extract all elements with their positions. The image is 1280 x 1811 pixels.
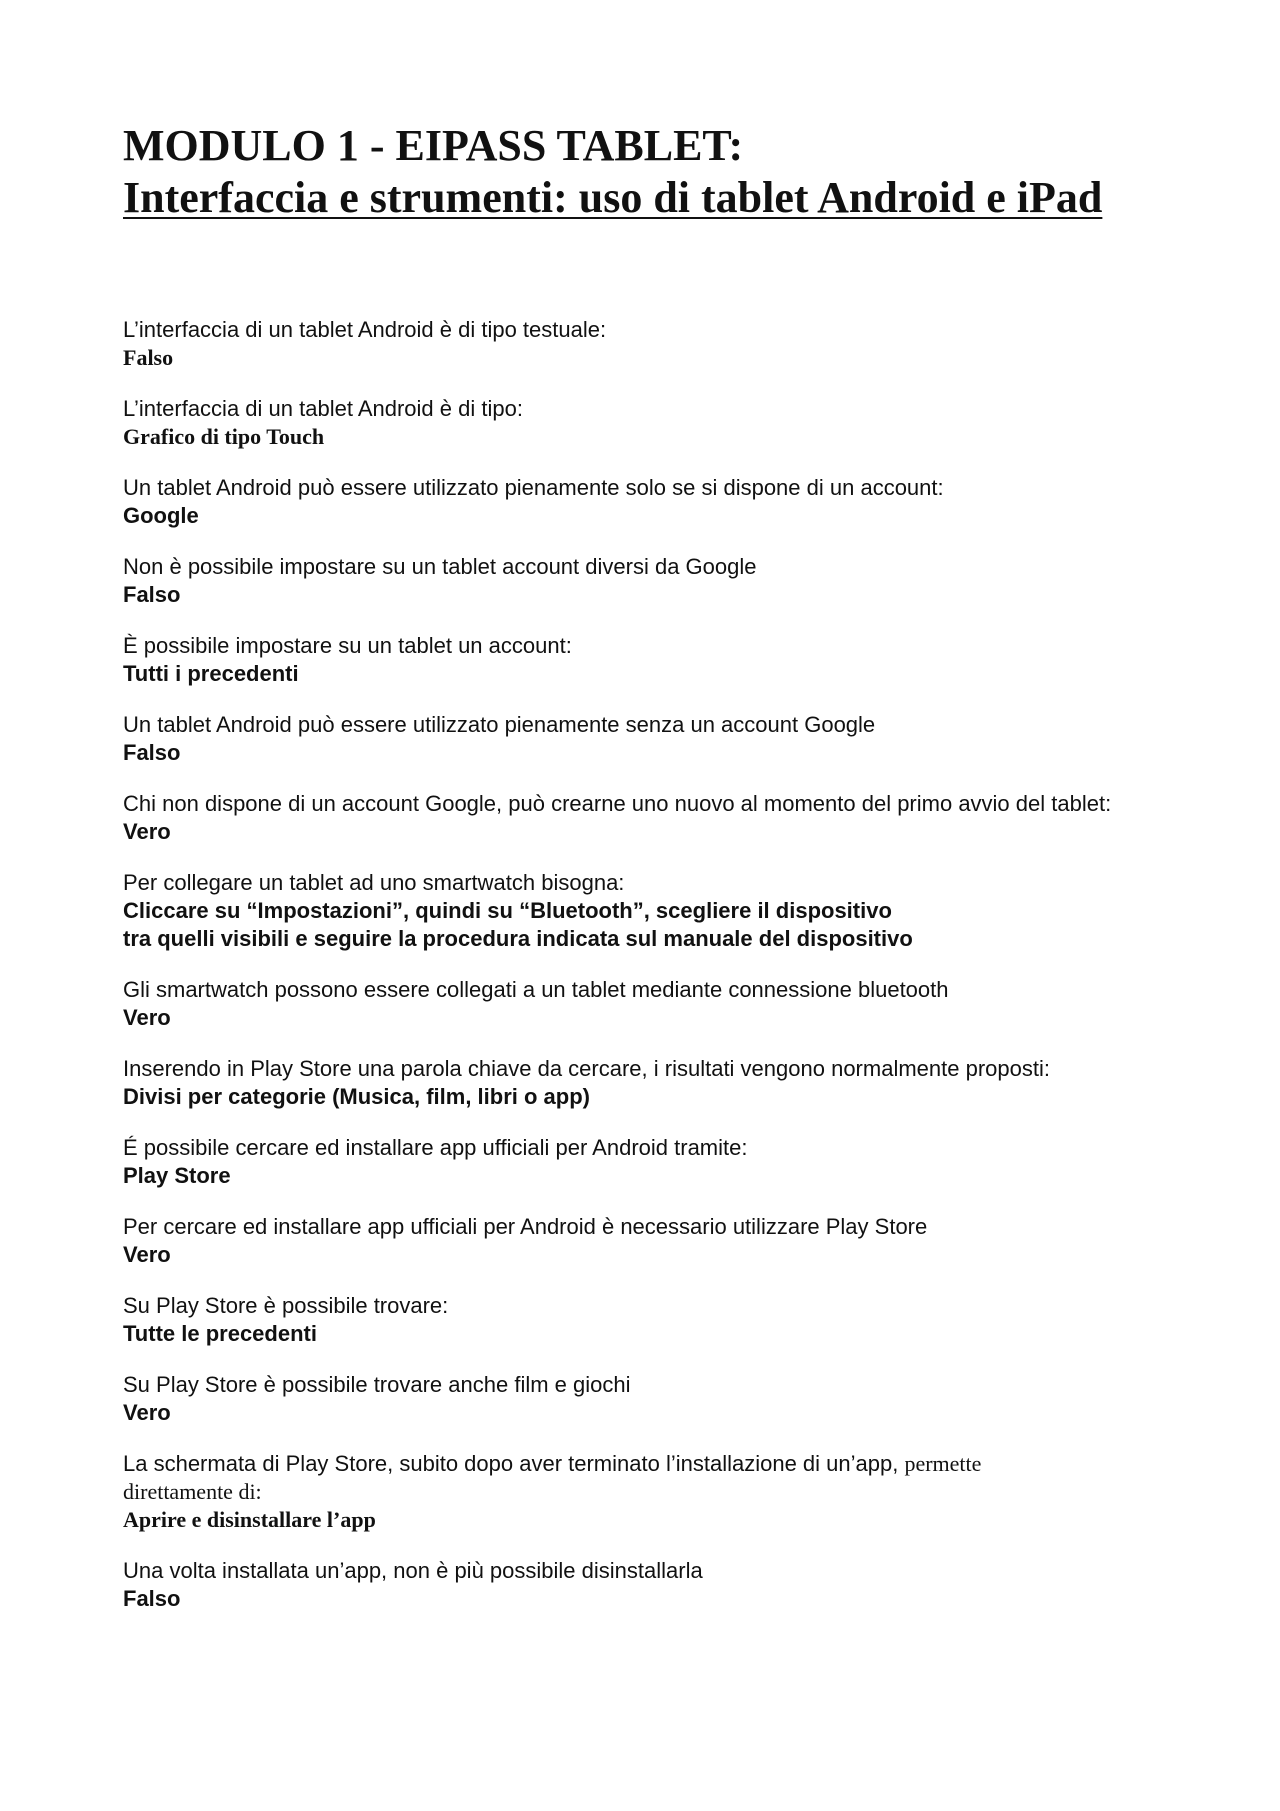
qa-item: [123, 1213, 1163, 1269]
qa-item: [123, 869, 1163, 953]
question-text: Chi non dispone di un account Google, può crearne uno nuovo al momento del primo avvio del tablet:: [123, 791, 1112, 816]
answer-text: Falso: [123, 1586, 181, 1611]
qa-item: [123, 976, 1163, 1032]
answer-text: Falso: [123, 740, 181, 765]
answer-text: Tutte le precedenti: [123, 1321, 317, 1346]
qa-item: [123, 474, 1163, 530]
answer-text: Vero: [123, 1400, 171, 1425]
answer-text-line-2: tra quelli visibili e seguire la procedura indicata sul manuale del dispositivo: [123, 926, 913, 951]
document-title: MODULO 1 - EIPASS TABLET:: [123, 121, 744, 170]
answer-text: Falso: [123, 345, 174, 370]
answer-text: Falso: [123, 582, 181, 607]
question-text-part-3: direttamente di:: [123, 1479, 262, 1504]
answer-text: Divisi per categorie (Musica, film, libri o app): [123, 1084, 590, 1109]
question-text: Su Play Store è possibile trovare anche film e giochi: [123, 1372, 631, 1397]
question-text: Un tablet Android può essere utilizzato pienamente solo se si dispone di un account:: [123, 475, 944, 500]
answer-text-line-1: Cliccare su “Impostazioni”, quindi su “Bluetooth”, scegliere il dispositivo: [123, 898, 892, 923]
question-text: L’interfaccia di un tablet Android è di tipo testuale:: [123, 317, 607, 342]
qa-item: [123, 553, 1163, 609]
qa-item: [123, 316, 1163, 372]
question-text: Su Play Store è possibile trovare:: [123, 1293, 449, 1318]
answer-text: Grafico di tipo Touch: [123, 424, 325, 449]
question-text: Non è possibile impostare su un tablet account diversi da Google: [123, 554, 757, 579]
document-subtitle: Interfaccia e strumenti: uso di tablet Android e iPad: [123, 173, 1103, 222]
qa-item: [123, 711, 1163, 767]
qa-item: [123, 1055, 1163, 1111]
qa-item: [123, 1450, 1163, 1534]
answer-text: Vero: [123, 1005, 171, 1030]
question-text: Una volta installata un’app, non è più possibile disinstallarla: [123, 1558, 703, 1583]
answer-text: Vero: [123, 1242, 171, 1267]
answer-text: Vero: [123, 819, 171, 844]
answer-text: Play Store: [123, 1163, 231, 1188]
question-text: Gli smartwatch possono essere collegati a un tablet mediante connessione bluetooth: [123, 977, 949, 1002]
qa-item: [123, 1371, 1163, 1427]
question-text: È possibile impostare su un tablet un account:: [123, 633, 572, 658]
question-text: Un tablet Android può essere utilizzato pienamente senza un account Google: [123, 712, 876, 737]
qa-item: [123, 1134, 1163, 1190]
answer-text: Google: [123, 503, 199, 528]
question-text: É possibile cercare ed installare app ufficiali per Android tramite:: [123, 1135, 748, 1160]
question-text-part-2: permette: [904, 1451, 982, 1476]
qa-item: [123, 1292, 1163, 1348]
question-text: Per cercare ed installare app ufficiali per Android è necessario utilizzare Play Store: [123, 1214, 928, 1239]
question-text: Per collegare un tablet ad uno smartwatch bisogna:: [123, 870, 625, 895]
qa-item: [123, 790, 1163, 846]
qa-list: [123, 316, 1163, 1613]
document-page: [123, 120, 1163, 1636]
qa-item: [123, 395, 1163, 451]
answer-text: Aprire e disinstallare l’app: [123, 1507, 376, 1532]
question-text: [123, 1450, 1163, 1478]
question-text: Inserendo in Play Store una parola chiave da cercare, i risultati vengono normalmente proposti:: [123, 1056, 1050, 1081]
qa-item: [123, 632, 1163, 688]
answer-text: Tutti i precedenti: [123, 661, 299, 686]
qa-item: [123, 1557, 1163, 1613]
question-text: L’interfaccia di un tablet Android è di tipo:: [123, 396, 523, 421]
question-text-part-1: La schermata di Play Store, subito dopo aver terminato l’installazione di un’app,: [123, 1451, 899, 1476]
